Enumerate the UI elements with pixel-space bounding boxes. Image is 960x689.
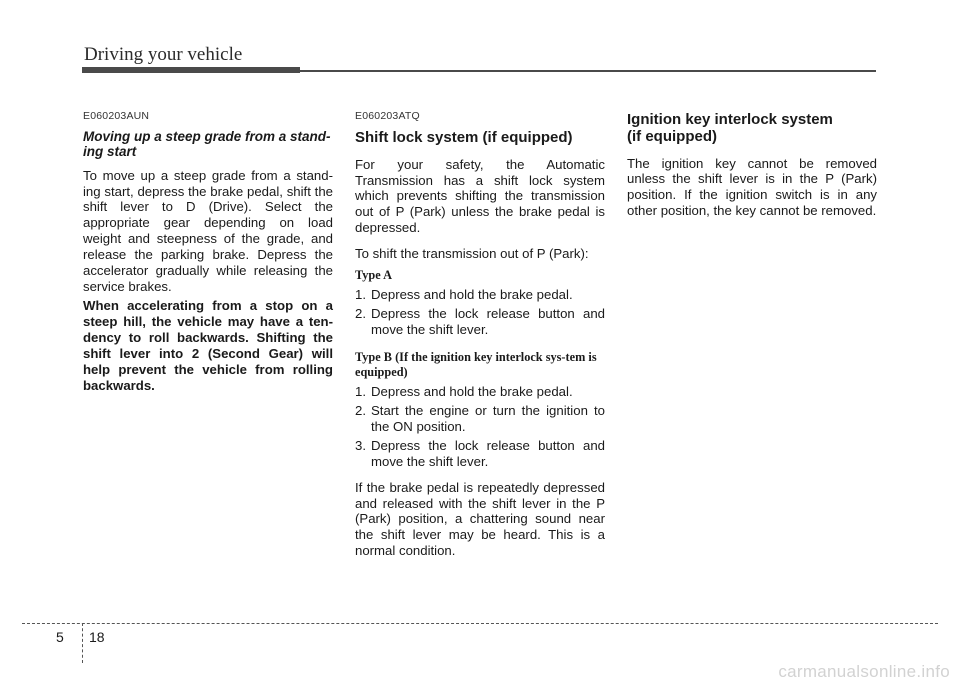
type-b-steps [355,384,605,469]
type-a-label: Type A [355,267,393,282]
watermark: carmanualsonline.info [778,662,950,681]
type-b-label: Type B (If the ignition key interlock sys-tem is equipped) [355,349,597,380]
section-code: E060203ATQ [355,110,420,122]
chapter-number: 5 [56,629,64,645]
body-paragraph: To move up a steep grade from a stand-ing start, depress the brake pedal, shift the shift lever to D (Drive). Select the appropriate gear depending on load weight and steepness of the grade, and release the parking brake. Depress the accelerator gradually while releasing the service brakes. [83,167,333,294]
type-a-steps [355,287,605,338]
footer-rule [22,623,938,624]
warning-paragraph: When accelerating from a stop on a steep hill, the vehicle may have a ten-dency to roll backwards. Shifting the shift lever into 2 (Second Gear) will help prevent the vehicle from rolling backwards. [83,298,333,393]
list-item: 1. Depress and hold the brake pedal. [355,384,573,400]
list-item: 1. Depress and hold the brake pedal. [355,287,573,303]
column-shift-lock [355,110,605,563]
list-item: 2. Depress the lock release button and move the shift lever. [355,306,605,337]
body-paragraph: The ignition key cannot be removed unless the shift lever is in the P (Park) position. If the ignition switch is in any other position, the key cannot be removed. [627,155,877,219]
list-item: 3. Depress the lock release button and move the shift lever. [355,438,605,469]
body-paragraph: To shift the transmission out of P (Park): [355,246,589,262]
section-heading: Shift lock system (if equipped) [355,129,573,146]
section-subheading: Moving up a steep grade from a stand-ing start [83,129,331,159]
header-bar-accent [82,67,300,73]
list-item: 2. Start the engine or turn the ignition to the ON position. [355,403,605,435]
section-heading: Ignition key interlock system (if equipped) [627,111,833,145]
column-steep-grade [83,110,333,398]
section-code: E060203AUN [83,110,150,122]
page-number: 18 [89,629,105,645]
body-paragraph: For your safety, the Automatic Transmission has a shift lock system which prevents shifting the transmission out of P (Park) unless the brake pedal is depressed. [355,156,605,236]
page-header-title: Driving your vehicle [84,44,243,65]
body-paragraph: If the brake pedal is repeatedly depressed and released with the shift lever in the P (Park) position, a chattering sound near the shift lever may be heard. This is a normal condition. [355,479,605,559]
footer-divider [82,623,83,663]
column-ignition-interlock [627,112,877,223]
header-rule [300,70,876,72]
